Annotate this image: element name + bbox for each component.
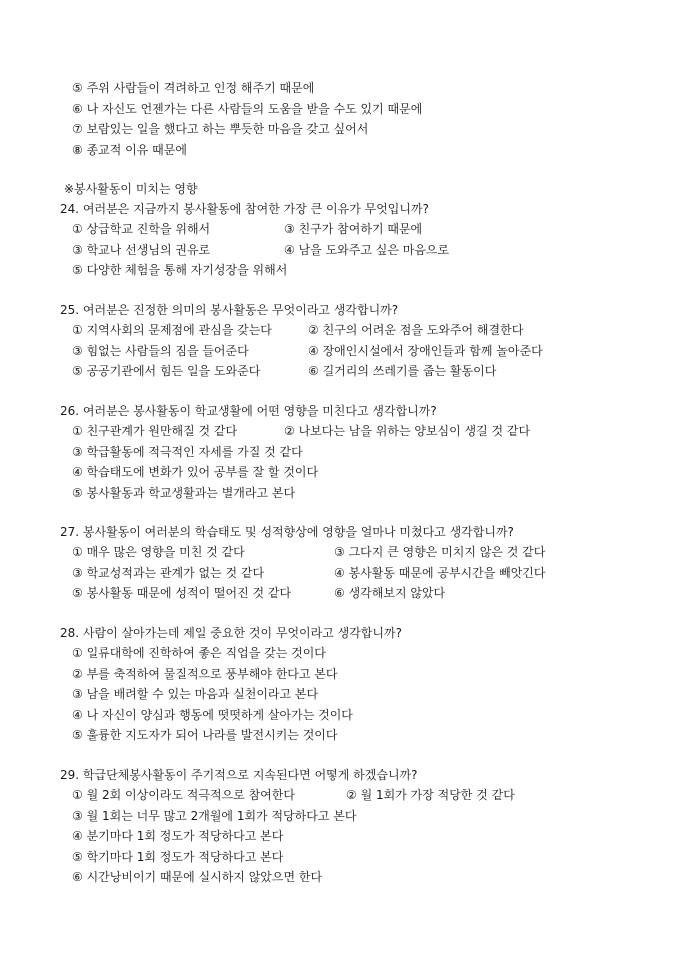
question-29: 29. 학급단체봉사활동이 주기적으로 지속된다면 어떻게 하겠습니까? <box>60 768 418 782</box>
question-26: 26. 여러분은 봉사활동이 학교생활에 어떤 영향을 미친다고 생각합니까? <box>60 404 437 418</box>
q24-option: ③ 친구가 참여하기 때문에 <box>284 222 423 236</box>
q24-option: ① 상급학교 진학을 위해서 <box>72 222 211 236</box>
intro-option-6: ⑥ 나 자신도 언젠가는 다른 사람들의 도움을 받을 수도 있기 때문에 <box>72 102 423 116</box>
q25-option: ⑤ 공공기관에서 힘든 일을 도와준다 <box>72 364 261 378</box>
question-27: 27. 봉사활동이 여러분의 학습태도 및 성적향상에 영향을 얼마나 미쳤다고 생각합니까? <box>60 525 514 539</box>
q27-option: ⑤ 봉사활동 때문에 성적이 떨어진 것 같다 <box>72 586 292 600</box>
q24-option: ⑤ 다양한 체험을 통해 자기성장을 위해서 <box>72 263 288 277</box>
q26-option: ⑤ 봉사활동과 학교생활과는 별개라고 본다 <box>72 486 296 500</box>
q27-option: ④ 봉사활동 때문에 공부시간을 빼앗긴다 <box>334 566 546 580</box>
q29-option: ② 월 1회가 가장 적당한 것 같다 <box>346 788 515 802</box>
q27-option: ⑥ 생각해보지 않았다 <box>334 586 446 600</box>
intro-option-5: ⑤ 주위 사람들이 격려하고 인정 해주기 때문에 <box>72 81 315 95</box>
q28-option: ② 부를 축적하여 물질적으로 풍부해야 한다고 본다 <box>72 667 338 681</box>
section-title: ※봉사활동이 미치는 영향 <box>64 182 198 196</box>
q27-option: ③ 그다지 큰 영향은 미치지 않은 것 같다 <box>334 545 546 559</box>
q24-option: ③ 학교나 선생님의 권유로 <box>72 243 211 257</box>
q26-option: ③ 학급활동에 적극적인 자세를 가질 것 같다 <box>72 445 303 459</box>
q28-option: ⑤ 훌륭한 지도자가 되어 나라를 발전시키는 것이다 <box>72 728 338 742</box>
question-28: 28. 사람이 살아가는데 제일 중요한 것이 무엇이라고 생각합니까? <box>60 626 402 640</box>
q28-option: ① 일류대학에 진학하여 좋은 직업을 갖는 것이다 <box>72 646 326 660</box>
q28-option: ③ 남을 배려할 수 있는 마음과 실천이라고 본다 <box>72 687 319 701</box>
intro-option-8: ⑧ 종교적 이유 때문에 <box>72 143 187 157</box>
q27-option: ③ 학교성적과는 관계가 없는 것 같다 <box>72 566 265 580</box>
q29-option: ③ 월 1회는 너무 많고 2개월에 1회가 적당하다고 본다 <box>72 809 357 823</box>
question-24: 24. 여러분은 지금까지 봉사활동에 참여한 가장 큰 이유가 무엇입니까? <box>60 202 429 216</box>
q29-option: ⑤ 학기마다 1회 정도가 적당하다고 본다 <box>72 850 284 864</box>
q26-option: ② 나보다는 남을 위하는 양보심이 생길 것 같다 <box>284 424 531 438</box>
q29-option: ⑥ 시간낭비이기 때문에 실시하지 않았으면 한다 <box>72 870 323 884</box>
q26-option: ① 친구관계가 원만해질 것 같다 <box>72 424 238 438</box>
intro-option-7: ⑦ 보람있는 일을 했다고 하는 뿌듯한 마음을 갖고 싶어서 <box>72 122 369 136</box>
q24-option: ④ 남을 도와주고 싶은 마음으로 <box>284 243 450 257</box>
q29-option: ④ 분기마다 1회 정도가 적당하다고 본다 <box>72 829 284 843</box>
q27-option: ① 매우 많은 영향을 미친 것 같다 <box>72 545 245 559</box>
q28-option: ④ 나 자신이 양심과 행동에 떳떳하게 살아가는 것이다 <box>72 708 353 722</box>
q25-option: ④ 장애인시설에서 장애인들과 함께 놀아준다 <box>308 344 543 358</box>
q26-option: ④ 학습태도에 변화가 있어 공부를 잘 할 것이다 <box>72 465 319 479</box>
q29-option: ① 월 2회 이상이라도 적극적으로 참여한다 <box>72 788 295 802</box>
question-25: 25. 여러분은 진정한 의미의 봉사활동은 무엇이라고 생각합니까? <box>60 303 399 317</box>
q25-option: ① 지역사회의 문제점에 관심을 갖는다 <box>72 323 272 337</box>
q25-option: ② 친구의 어려운 점을 도와주어 해결한다 <box>308 323 524 337</box>
q25-option: ⑥ 길거리의 쓰레기를 줍는 활동이다 <box>308 364 497 378</box>
q25-option: ③ 힘없는 사람들의 짐을 들어준다 <box>72 344 249 358</box>
